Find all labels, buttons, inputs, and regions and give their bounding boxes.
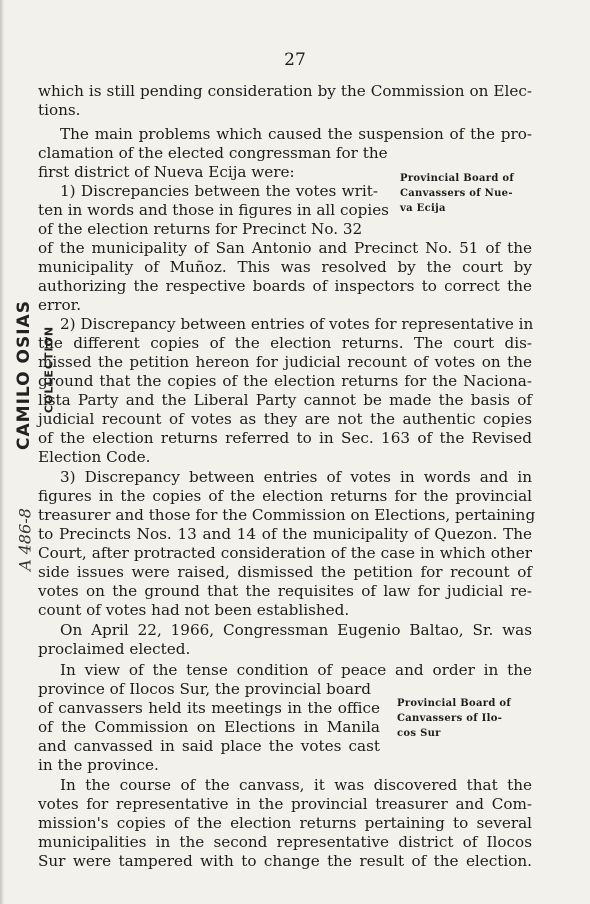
text-line: of the Commission on Elections in Manila xyxy=(38,718,380,736)
text-line: Election Code. xyxy=(38,448,151,466)
stamp-collection: COLLECTION xyxy=(42,325,56,414)
text-line: In the course of the canvass, it was discovered that the xyxy=(60,776,532,794)
handwritten-mark: A 486-8 xyxy=(15,508,35,571)
text-line: ground that the copies of the election returns for the Naciona- xyxy=(38,372,532,390)
side-note-line: Provincial Board of xyxy=(400,173,515,184)
text-line: error. xyxy=(38,296,82,314)
text-line: the different copies of the election returns. The court dis- xyxy=(38,334,532,352)
text-line: authorizing the respective boards of inspectors to correct the xyxy=(38,277,532,295)
text-line: tions. xyxy=(38,101,81,119)
text-line: which is still pending consideration by the Commission on Elec- xyxy=(38,82,532,100)
side-note-line: Provincial Board of xyxy=(397,698,512,709)
side-note-line: va Ecija xyxy=(400,203,446,214)
text-line: municipality of Muñoz. This was resolved by the court by xyxy=(38,258,532,276)
side-note xyxy=(397,696,511,741)
collection-stamp xyxy=(2,295,56,455)
text-line: In view of the tense condition of peace and order in the xyxy=(60,661,532,679)
text-line: of the election returns for Precinct No. 32 xyxy=(38,220,363,238)
text-line: and canvassed in said place the votes cast xyxy=(38,737,380,755)
text-line: of canvassers held its meetings in the office xyxy=(38,699,380,717)
side-note-line: cos Sur xyxy=(397,728,441,739)
text-line: Court, after protracted consideration of the case in which other xyxy=(38,544,532,562)
text-line: Sur were tampered with to change the result of the election. xyxy=(38,852,532,870)
text-line: judicial recount of votes as they are not the authentic copies xyxy=(38,410,532,428)
side-note xyxy=(400,171,514,216)
text-line: count of votes had not been established. xyxy=(38,601,350,619)
text-line: On April 22, 1966, Congressman Eugenio Baltao, Sr. was xyxy=(60,621,532,639)
text-line: side issues were raised, dismissed the petition for recount of xyxy=(38,563,532,581)
text-line: mission's copies of the election returns pertaining to several xyxy=(38,814,532,832)
text-line: treasurer and those for the Commission on Elections, pertaining xyxy=(38,506,536,524)
text-line: province of Ilocos Sur, the provincial board xyxy=(38,680,372,698)
text-line: 2) Discrepancy between entries of votes for representative in xyxy=(60,315,534,333)
text-line: clamation of the elected congressman for the xyxy=(38,144,388,162)
text-line: lista Party and the Liberal Party cannot be made the basis of xyxy=(38,391,532,409)
text-line: proclaimed elected. xyxy=(38,640,191,658)
text-line: votes on the ground that the requisites of law for judicial re- xyxy=(38,582,532,600)
text-line: municipalities in the second representative district of Ilocos xyxy=(38,833,532,851)
text-line: 1) Discrepancies between the votes writ- xyxy=(60,182,378,200)
text-line: ten in words and those in figures in all copies xyxy=(38,201,389,219)
text-line: first district of Nueva Ecija were: xyxy=(38,163,295,181)
text-line: of the election returns referred to in Sec. 163 of the Revised xyxy=(38,429,532,447)
text-line: of the municipality of San Antonio and Precinct No. 51 of the xyxy=(38,239,532,257)
page-number: 27 xyxy=(284,50,306,70)
text-line: to Precincts Nos. 13 and 14 of the municipality of Quezon. The xyxy=(38,525,532,543)
text-line: in the province. xyxy=(38,756,159,774)
text-line: The main problems which caused the suspension of the pro- xyxy=(60,125,532,143)
text-line: 3) Discrepancy between entries of votes in words and in xyxy=(60,468,532,486)
text-line: votes for representative in the provincial treasurer and Com- xyxy=(38,795,532,813)
side-note-line: Canvassers of Nue- xyxy=(400,188,513,199)
stamp-name: CAMILO OSIAS xyxy=(14,300,34,450)
side-note-line: Canvassers of Ilo- xyxy=(397,713,503,724)
text-line: missed the petition hereon for judicial recount of votes on the xyxy=(38,353,532,371)
text-line: figures in the copies of the election returns for the provincial xyxy=(38,487,532,505)
